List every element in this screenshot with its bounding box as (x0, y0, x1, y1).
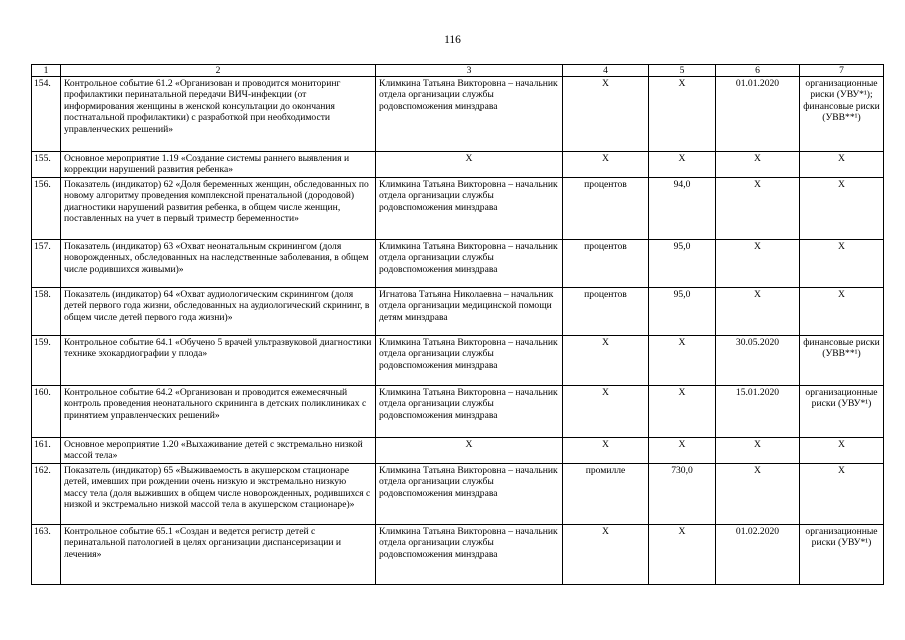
header-row (32, 65, 884, 77)
row-number: 154. (32, 77, 61, 152)
row-responsible: Х (376, 152, 563, 178)
column-header: 3 (376, 65, 563, 77)
column-header: 1 (32, 65, 61, 77)
row-value: Х (649, 77, 716, 152)
row-name: Контрольное событие 64.1 «Обучено 5 врачей ультразвуковой диагностики технике эхокардиографии у плода» (61, 336, 376, 386)
row-value: Х (649, 336, 716, 386)
row-number: 162. (32, 464, 61, 525)
table-row (32, 438, 884, 464)
page-number: 116 (444, 34, 461, 46)
row-responsible: Климкина Татьяна Викторовна – начальник отдела организации службы родовспоможения минздрава (376, 178, 563, 240)
row-date: Х (716, 288, 800, 336)
table-row (32, 464, 884, 525)
row-number: 156. (32, 178, 61, 240)
table-row (32, 525, 884, 585)
column-header: 6 (716, 65, 800, 77)
table-row (32, 240, 884, 288)
row-responsible: Климкина Татьяна Викторовна – начальник отдела организации службы родовспоможения минздрава (376, 386, 563, 438)
row-responsible: Климкина Татьяна Викторовна – начальник отдела организации службы родовспоможения минздрава (376, 240, 563, 288)
row-risks: Х (800, 438, 884, 464)
row-date: Х (716, 240, 800, 288)
row-responsible: Климкина Татьяна Викторовна – начальник отдела организации службы родовспоможения минздрава (376, 77, 563, 152)
row-responsible: Климкина Татьяна Викторовна – начальник отдела организации службы родовспоможения минздрава (376, 464, 563, 525)
table-row (32, 152, 884, 178)
row-number: 163. (32, 525, 61, 585)
row-unit: Х (563, 336, 649, 386)
row-unit: промилле (563, 464, 649, 525)
row-risks: Х (800, 152, 884, 178)
row-name: Показатель (индикатор) 63 «Охват неонатальным скринингом (доля новорожденных, обследованных на наследственные заболевания, в общем числе родившихся живыми)» (61, 240, 376, 288)
row-unit: Х (563, 525, 649, 585)
row-value: 95,0 (649, 288, 716, 336)
row-unit: процентов (563, 288, 649, 336)
row-unit: процентов (563, 178, 649, 240)
row-value: Х (649, 525, 716, 585)
row-responsible: Х (376, 438, 563, 464)
row-unit: Х (563, 152, 649, 178)
row-risks: Х (800, 288, 884, 336)
row-value: Х (649, 152, 716, 178)
row-risks: организационные риски (УВУ*¹); финансовые риски (УВВ**¹) (800, 77, 884, 152)
column-header: 4 (563, 65, 649, 77)
table-row (32, 178, 884, 240)
row-number: 159. (32, 336, 61, 386)
column-header: 7 (800, 65, 884, 77)
row-name: Контрольное событие 65.1 «Создан и ведется регистр детей с перинатальной патологией в целях организации диспансеризации и лечения» (61, 525, 376, 585)
row-name: Основное мероприятие 1.19 «Создание системы раннего выявления и коррекции нарушений развития ребенка» (61, 152, 376, 178)
row-name: Основное мероприятие 1.20 «Выхаживание детей с экстремально низкой массой тела» (61, 438, 376, 464)
row-value: 730,0 (649, 464, 716, 525)
row-value: Х (649, 438, 716, 464)
row-date: Х (716, 438, 800, 464)
row-date: 01.01.2020 (716, 77, 800, 152)
row-unit: Х (563, 438, 649, 464)
row-number: 161. (32, 438, 61, 464)
row-number: 155. (32, 152, 61, 178)
row-date: Х (716, 178, 800, 240)
row-date: Х (716, 152, 800, 178)
row-date: 15.01.2020 (716, 386, 800, 438)
table-row (32, 336, 884, 386)
row-name: Показатель (индикатор) 64 «Охват аудиологическим скринингом (доля детей первого года жизни, обследованных на аудиологический скрининг, в общем числе детей первого года жизни)» (61, 288, 376, 336)
row-number: 157. (32, 240, 61, 288)
row-name: Контрольное событие 64.2 «Организован и проводится ежемесячный контроль проведения неонатального скрининга в детских поликлиниках с принятием управленческих решений» (61, 386, 376, 438)
row-risks: организационные риски (УВУ*¹) (800, 386, 884, 438)
plan-table (31, 64, 884, 585)
row-date: 01.02.2020 (716, 525, 800, 585)
row-unit: Х (563, 77, 649, 152)
row-date: Х (716, 464, 800, 525)
row-risks: финансовые риски (УВВ**¹) (800, 336, 884, 386)
row-risks: Х (800, 178, 884, 240)
row-value: 94,0 (649, 178, 716, 240)
table-row (32, 386, 884, 438)
row-number: 158. (32, 288, 61, 336)
column-header: 5 (649, 65, 716, 77)
row-date: 30.05.2020 (716, 336, 800, 386)
row-number: 160. (32, 386, 61, 438)
row-responsible: Климкина Татьяна Викторовна – начальник отдела организации службы родовспоможения минздрава (376, 525, 563, 585)
row-name: Показатель (индикатор) 62 «Доля беременных женщин, обследованных по новому алгоритму проведения комплексной пренатальной (дородовой) диагностики нарушений развития ребенка, в общем числе женщин, поставленных на учет в первый триместр беременности» (61, 178, 376, 240)
row-risks: организационные риски (УВУ*¹) (800, 525, 884, 585)
row-name: Контрольное событие 61.2 «Организован и проводится монитоpинг профилактики перинатальной передачи ВИЧ-инфекции (от информирования женщины в женской консультации до окончания постнатальной профилактики) с разработкой при необходимости управленческих решений» (61, 77, 376, 152)
row-unit: процентов (563, 240, 649, 288)
row-value: Х (649, 386, 716, 438)
row-risks: Х (800, 464, 884, 525)
row-name: Показатель (индикатор) 65 «Выживаемость в акушерском стационаре детей, имевших при рождении очень низкую и экстремально низкую массу тела (доля выживших в общем числе новорожденных, родившихся с низкой и экстремально низкой массой тела в акушерском стационаре)» (61, 464, 376, 525)
row-risks: Х (800, 240, 884, 288)
row-value: 95,0 (649, 240, 716, 288)
row-responsible: Климкина Татьяна Викторовна – начальник отдела организации службы родовспоможения минздрава (376, 336, 563, 386)
table-row (32, 77, 884, 152)
column-header: 2 (61, 65, 376, 77)
table-row (32, 288, 884, 336)
row-responsible: Игнатова Татьяна Николаевна – начальник отдела организации медицинской помощи детям минздрава (376, 288, 563, 336)
row-unit: Х (563, 386, 649, 438)
